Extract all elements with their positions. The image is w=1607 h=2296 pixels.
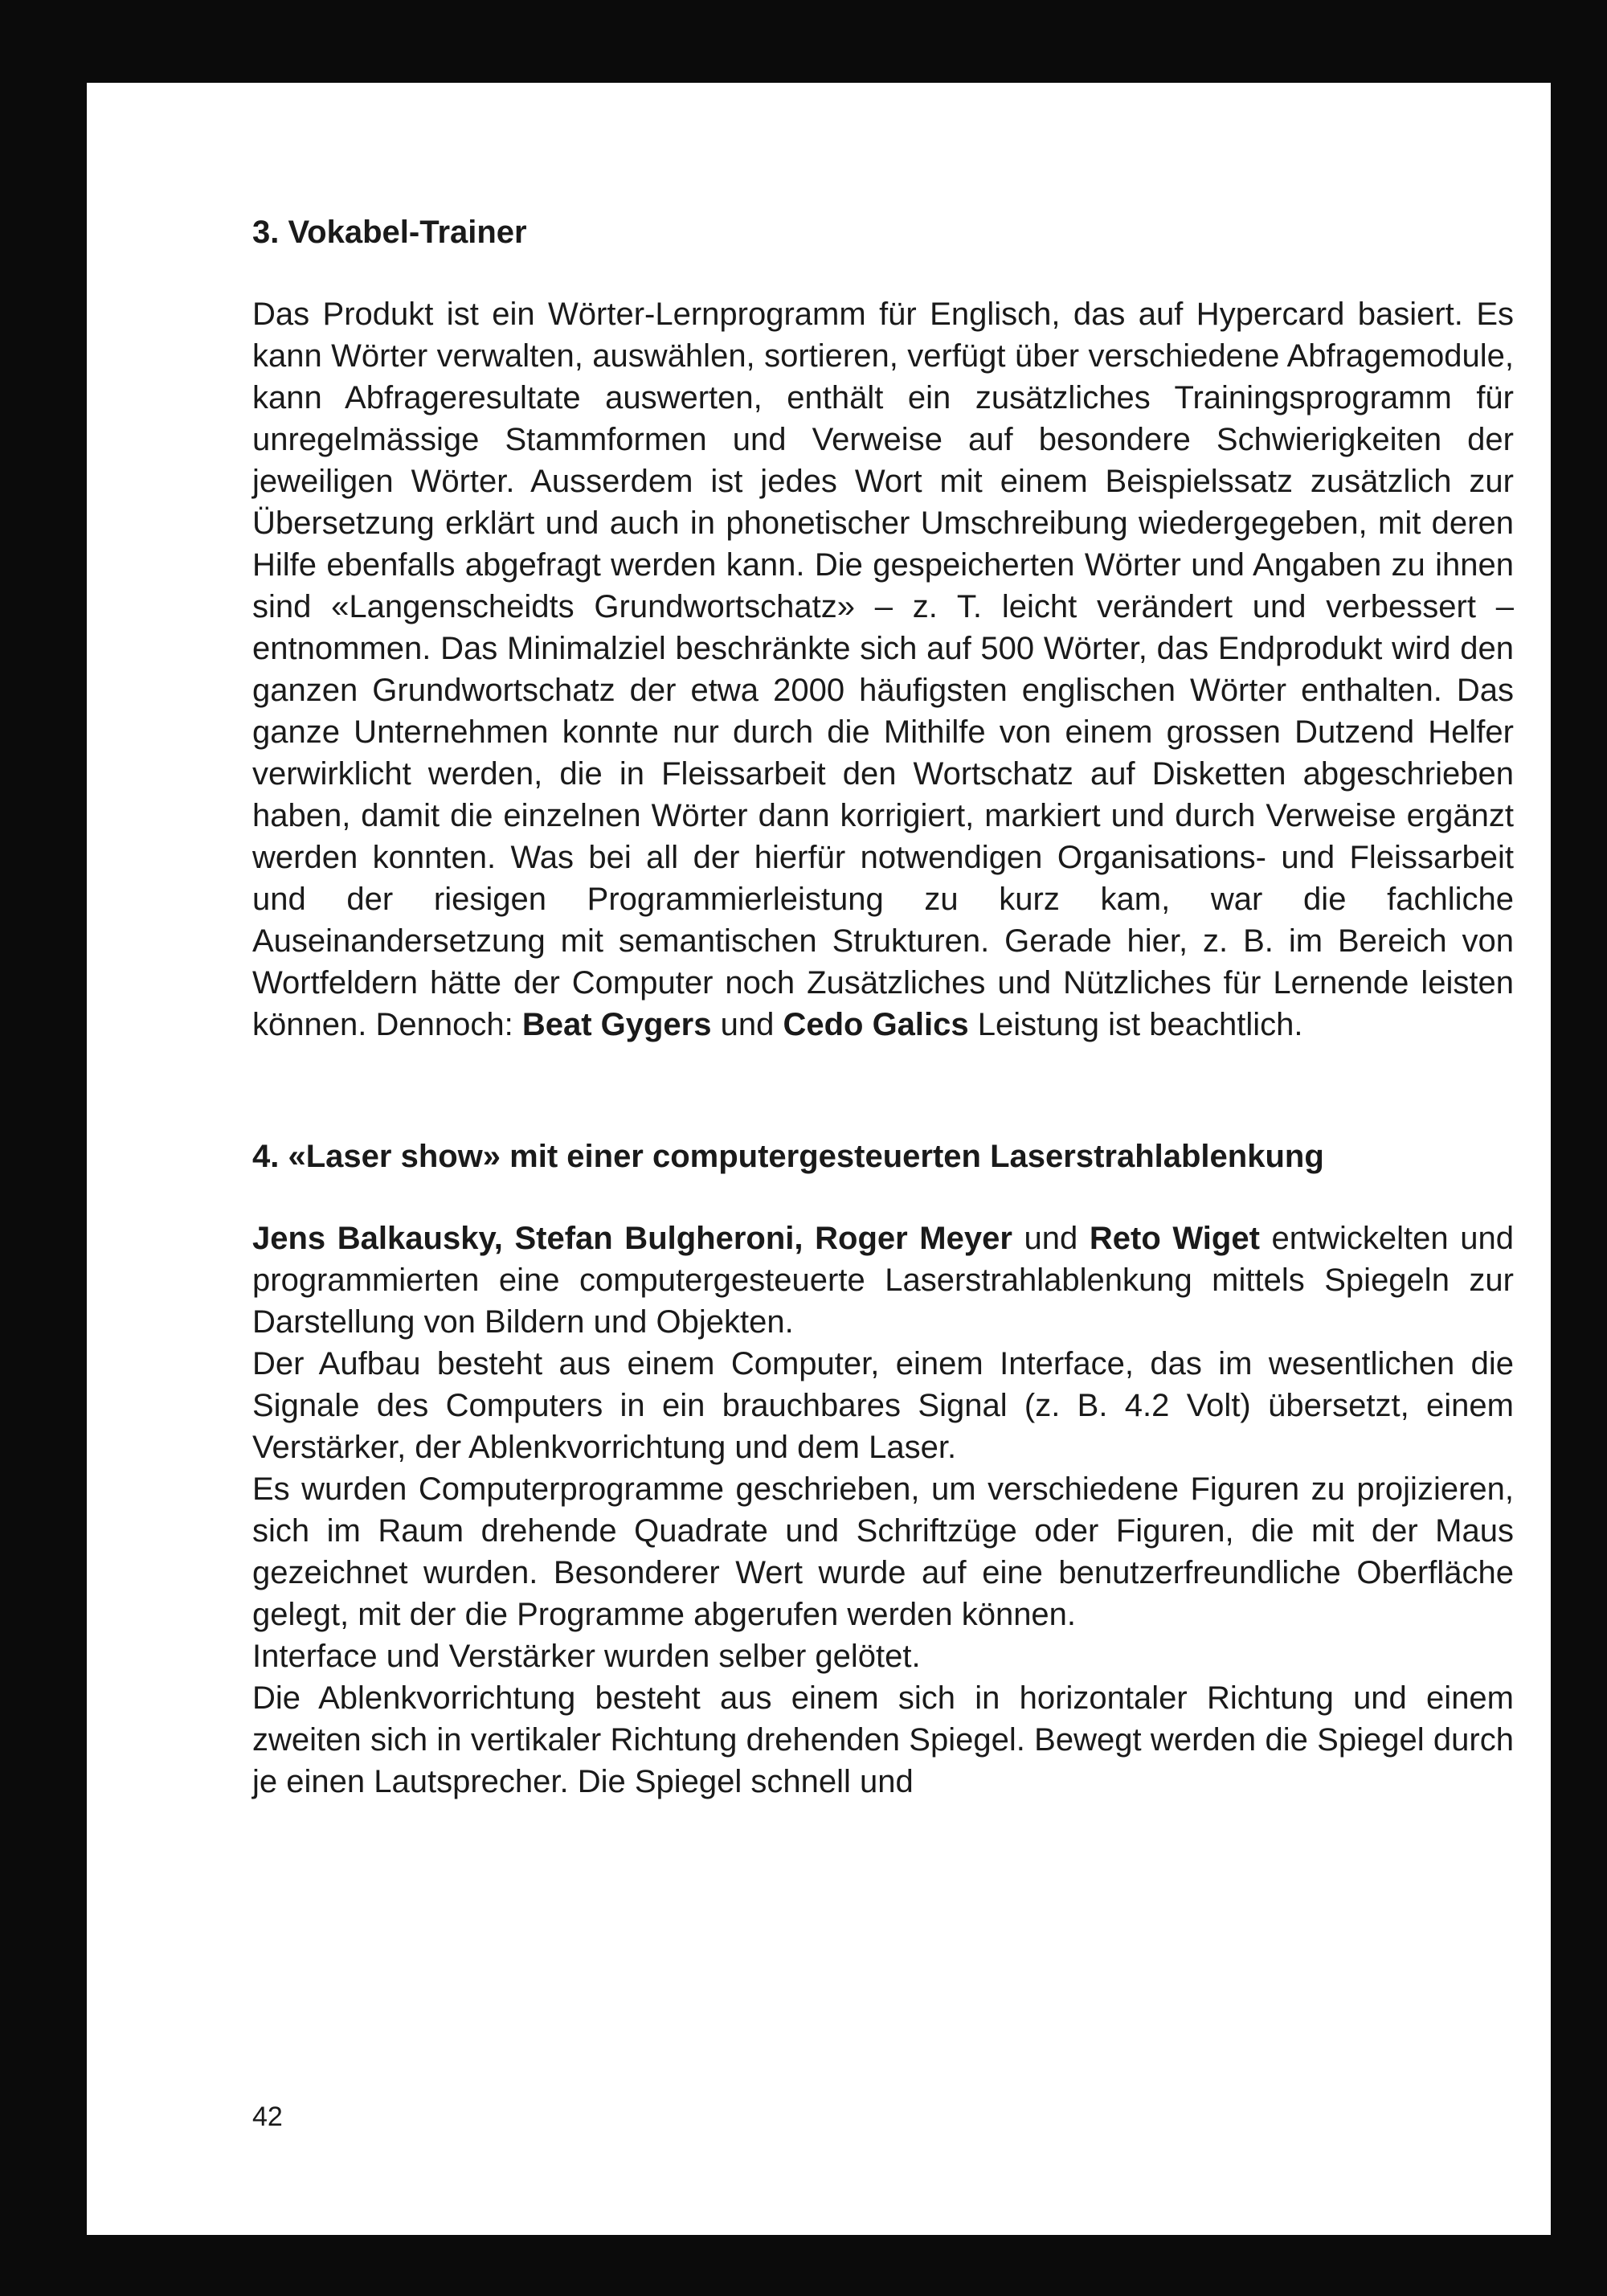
- section-4-heading: 4. «Laser show» mit einer computergesteuerten Laserstrahlablenkung: [252, 1139, 1324, 1174]
- section-4-paragraph-2: Der Aufbau besteht aus einem Computer, einem Interface, das im wesentlichen die Signale des Computers in ein brauchbares Signal (z. B. 4.2 Volt) übersetzt, einem Verstärker, der Ablenkvorrichtung und dem Laser.: [252, 1346, 1514, 1465]
- page-number: 42: [252, 2102, 283, 2132]
- section-4-paragraph-3: Es wurden Computerprogramme geschrieben, um verschiedene Figuren zu projizieren, sich im Raum drehende Quadrate und Schriftzüge oder Figuren, die mit der Maus gezeichnet wurden. Besonderer Wert wurde auf eine benutzerfreundliche Oberfläche gelegt, mit der die Programme abgerufen werden können.: [252, 1471, 1514, 1632]
- page-content: [252, 211, 1514, 1803]
- section-3-joiner: und: [711, 1007, 783, 1042]
- document-page: [87, 83, 1551, 2235]
- section-4-intro: [252, 1218, 1514, 1343]
- section-3-ending: Leistung ist beachtlich.: [968, 1007, 1303, 1042]
- section-3-heading: 3. Vokabel-Trainer: [252, 215, 527, 250]
- name-beat-gyger: Beat Gygers: [521, 1007, 712, 1042]
- author-roger-meyer: Roger Meyer: [815, 1221, 1012, 1256]
- authors-joiner: und: [1024, 1221, 1078, 1256]
- section-3-paragraph: [252, 293, 1514, 1046]
- author-reto-wiget: Reto Wiget: [1089, 1221, 1260, 1256]
- section-4-paragraph-4: Interface und Verstärker wurden selber gelötet.: [252, 1639, 921, 1674]
- name-cedo-galic: Cedo Galics: [783, 1007, 969, 1042]
- section-4-intro-text: entwickelten und programmierten eine computergesteuerte Laserstrahlablenkung mittels Spiegeln zur Darstellung von Bildern und Objekten.: [252, 1221, 1514, 1340]
- author-jens-balkausky: Jens Balkausky,: [252, 1221, 503, 1256]
- section-4-paragraph-5: Die Ablenkvorrichtung besteht aus einem sich in horizontaler Richtung und einem zweiten sich in vertikaler Richtung drehenden Spiegel. Bewegt werden die Spiegel durch je einen Lautsprecher. Die Spiegel schnell und: [252, 1680, 1514, 1799]
- section-3-text: Das Produkt ist ein Wörter-Lernprogramm für Englisch, das auf Hypercard basiert. Es kann Wörter verwalten, auswählen, sortieren, verfügt über verschiedene Abfragemodule, kann Abfrageresultate auswerten, enthält ein zusätzliches Trainingsprogramm für unregelmässige Stammformen und Verweise auf besondere Schwierigkeiten der jeweiligen Wörter. Ausserdem ist jedes Wort mit einem Beispielssatz zusätzlich zur Übersetzung erklärt und auch in phonetischer Umschreibung wiedergegeben, mit deren Hilfe ebenfalls abgefragt werden kann. Die gespeicherten Wörter und Angaben zu ihnen sind «Langenscheidts Grundwortschatz» – z. T. leicht verändert und verbessert – entnommen. Das Minimalziel beschränkte sich auf 500 Wörter, das Endprodukt wird den ganzen Grundwortschatz der etwa 2000 häufigsten englischen Wörter enthalten. Das ganze Unternehmen konnte nur durch die Mithilfe von einem grossen Dutzend Helfer verwirklicht werden, die in Fleissarbeit den Wortschatz auf Disketten abgeschrieben haben, damit die einzelnen Wörter dann korrigiert, markiert und durch Verweise ergänzt werden konnten. Was bei all der hierfür notwendigen Organisations- und Fleissarbeit und der riesigen Programmierleistung zu kurz kam, war die fachliche Auseinandersetzung mit semantischen Strukturen. Gerade hier, z. B. im Bereich von Wortfeldern hätte der Computer noch Zusätzliches und Nützliches für Lernende leisten können. Dennoch:: [252, 297, 1514, 1042]
- author-stefan-bulgheroni: Stefan Bulgheroni,: [514, 1221, 804, 1256]
